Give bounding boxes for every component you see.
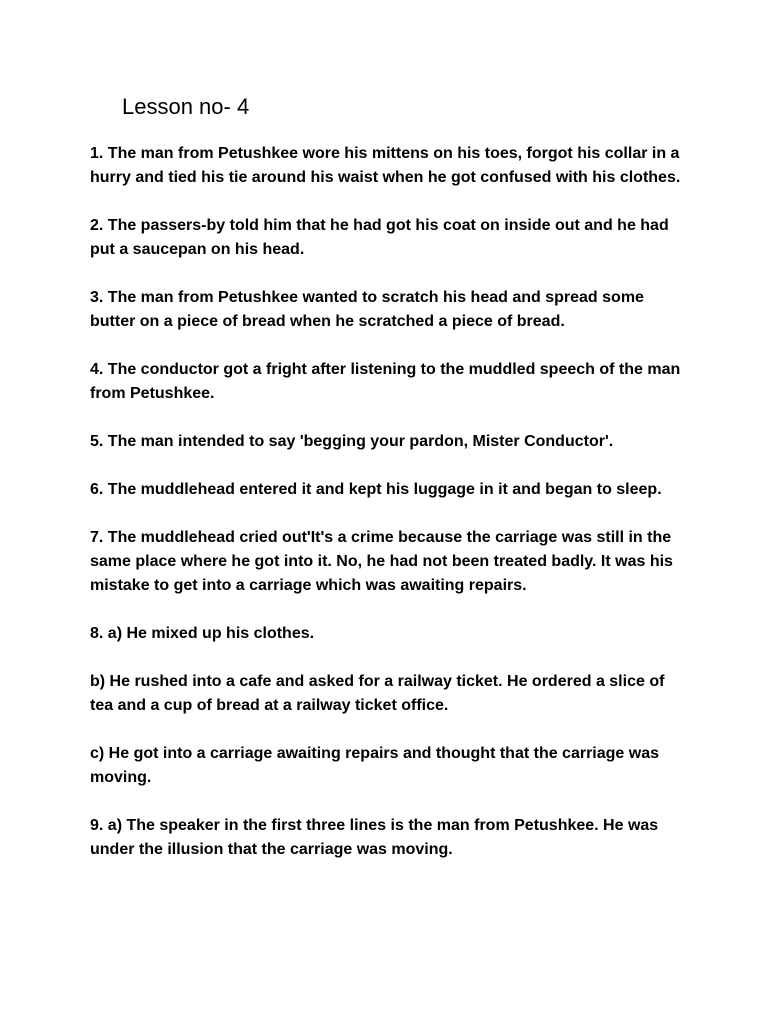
answer-paragraph-8b: b) He rushed into a cafe and asked for a railway ticket. He ordered a slice of tea and a cup of bread at a railway ticket office. bbox=[90, 673, 665, 714]
answer-paragraph-8c: c) He got into a carriage awaiting repairs and thought that the carriage was moving. bbox=[90, 745, 660, 786]
answer-paragraph-1: 1. The man from Petushkee wore his mittens on his toes, forgot his collar in a hurry and tied his tie around his waist when he got confused with his clothes. bbox=[90, 145, 681, 186]
answer-paragraph-3: 3. The man from Petushkee wanted to scratch his head and spread some butter on a piece of bread when he scratched a piece of bread. bbox=[90, 289, 644, 330]
answer-paragraph-6: 6. The muddlehead entered it and kept his luggage in it and began to sleep. bbox=[90, 481, 662, 498]
answer-paragraph-7: 7. The muddlehead cried out'It's a crime because the carriage was still in the same place where he got into it. No, he had not been treated badly. It was his mistake to get into a carriage which was awaiting repairs. bbox=[90, 529, 673, 594]
lesson-title: Lesson no- 4 bbox=[122, 94, 250, 119]
answer-list bbox=[90, 142, 690, 886]
answer-paragraph-9a: 9. a) The speaker in the first three lines is the man from Petushkee. He was under the illusion that the carriage was moving. bbox=[90, 817, 659, 858]
answer-paragraph-5: 5. The man intended to say 'begging your pardon, Mister Conductor'. bbox=[90, 433, 614, 450]
answer-paragraph-4: 4. The conductor got a fright after listening to the muddled speech of the man from Petushkee. bbox=[90, 361, 681, 402]
answer-paragraph-8a: 8. a) He mixed up his clothes. bbox=[90, 625, 315, 642]
answer-paragraph-2: 2. The passers-by told him that he had got his coat on inside out and he had put a saucepan on his head. bbox=[90, 217, 669, 258]
